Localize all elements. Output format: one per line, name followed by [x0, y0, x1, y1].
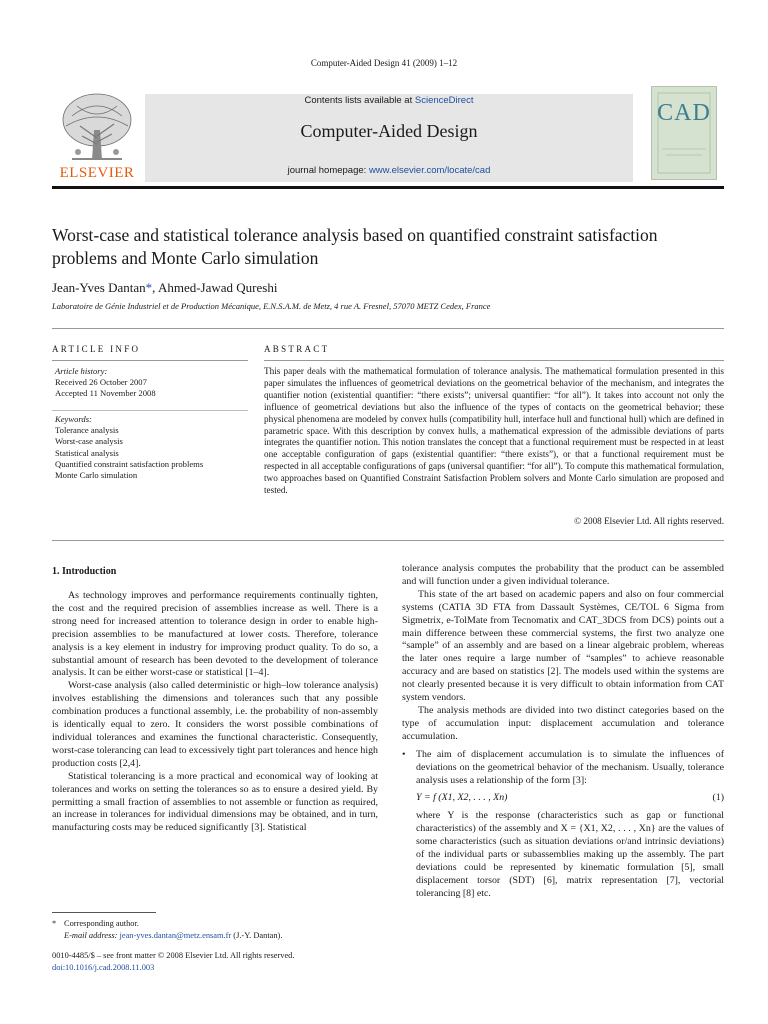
- abstract-heading: ABSTRACT: [264, 344, 330, 354]
- body-paragraph: As technology improves and performance requirements continually tighten, the cost and the required precision of assemblies increase as well. There is a strong need for increased attention to tolerance design in order to enable high-precision assemblies to be manufactured at lower costs. Therefore, tolerance analysis is a key element in industry for improving product quality. To do so, a substantial amount of research has been devoted to the development of tolerance analysis. It can be either worst-case or statistical [1–4].: [52, 590, 378, 679]
- body-paragraph: Worst-case analysis (also called deterministic or high–low tolerance analysis) involves establishing the dimensions and tolerances such that any possible combination produces a functional assembly, i.e. the probability of non-assembly is identically equal to zero. It considers the worst possible combinations of individual tolerances and examines the functional characteristic. Consequently, worst-case tolerancing can lead to excessively tight part tolerances and hence high production costs [2,4].: [52, 680, 378, 769]
- contents-prefix: Contents lists available at: [304, 95, 415, 106]
- keywords-block: [55, 414, 203, 481]
- body-paragraph: This state of the art based on academic papers and also on four commercial systems (CATIA 3D FTA from Dassault Systèmes, CE/TOL 6 Sigma from Sigmetrix, e-TolMate from Tecnomatix and CAT_3DCS from DCS) points out a main difference between these commercial systems, the first two analyze one “sample” of an assembly and are based on a linear algebraic problem, whereas the later ones require a large number of “samples” to achieve reasonable accuracy and are based on statistics [2]. The models used within the systems are not clearly presented because it is very difficult to obtain information from CAT system vendors.: [402, 588, 724, 704]
- abstract-divider: [264, 360, 724, 361]
- received-date: Received 26 October 2007: [55, 377, 147, 387]
- accepted-date: Accepted 11 November 2008: [55, 388, 156, 398]
- keyword-item: Tolerance analysis: [55, 425, 119, 436]
- doi-link[interactable]: doi:10.1016/j.cad.2008.11.003: [52, 963, 155, 973]
- bullet-text: The aim of displacement accumulation is to simulate the influences of deviations on the geometrical behavior of the mechanism. Usually, tolerance analysis uses a relationship of the form [3]:: [416, 748, 724, 786]
- email-label: E-mail address:: [64, 931, 118, 941]
- issn-line: 0010-4485/$ – see front matter © 2008 Elsevier Ltd. All rights reserved.: [52, 951, 295, 960]
- copyright-notice: © 2008 Elsevier Ltd. All rights reserved.: [574, 516, 724, 526]
- email-line: [52, 930, 282, 942]
- keyword-item: Statistical analysis: [55, 447, 119, 458]
- body-paragraph: tolerance analysis computes the probability that the product can be assembled and will function under a given individual tolerance.: [402, 563, 724, 587]
- elsevier-wordmark: ELSEVIER: [59, 165, 135, 181]
- history-label: Article history:: [55, 366, 108, 376]
- abstract-text: This paper deals with the mathematical formulation of tolerance analysis. The mathematical formulation presented in this paper simulates the influences of geometrical deviations on the geometrical behavior of the mechanism, and integrates the quantifier notion (existential quantifier: “there exists”; universal quantifier: “for all”). It takes into account not only the influence of geometrical deviations but also the influence of the types of contacts on the geometrical behavior; these physical phenomena are modeled by convex hulls (compatibility hull, interface hull and functional hull) which are defined in parametric space. With this description by convex hulls, a mathematical expression of the admissible deviations of parts integrates the quantifier notion. This notion translates the concept that a functional requirement must be respected in at least one acceptable configuration of gaps (existential quantifier: “there exists”), or that a functional requirement must be respected in all acceptable configurations of gaps (universal quantifier: “for all”). To compute this mathematical formulation, two approaches based on Quantified Constraint Satisfaction Problem solvers and Monte Carlo simulation are proposed and tested.: [264, 366, 724, 496]
- email-link[interactable]: jean-yves.dantan@metz.ensam.fr: [119, 931, 232, 941]
- publication-info: [52, 950, 294, 975]
- equation: Y = f (X1, X2, . . . , Xn): [416, 792, 508, 804]
- author-separator: ,: [152, 280, 158, 295]
- journal-reference: Computer-Aided Design 41 (2009) 1–12: [310, 58, 458, 68]
- paper-title: Worst-case and statistical tolerance analysis based on quantified constraint satisfaction problems and Monte Carlo simulation: [52, 225, 658, 268]
- header-divider: [52, 186, 724, 189]
- bullet-text: where Y is the response (characteristics such as gap or functional characteristics) of the assembly and X = {X1, X2, . . . , Xn} are the values of some characteristics (such as situation deviations or/and intrinsic deviations) of the individual parts or subassemblies making up the assembly. The part deviations could be represented by kinematic formulation [5], small displacement torsor (SDT) [6], matrix representation [7], vectorial tolerancing [8] etc.: [416, 810, 724, 899]
- keyword-item: Worst-case analysis: [55, 436, 123, 447]
- footnote: [52, 918, 282, 943]
- section-heading-introduction: 1. Introduction: [52, 566, 117, 577]
- affiliation: Laboratoire de Génie Industriel et de Production Mécanique, E.N.S.A.M. de Metz, 4 rue A. Fresnel, 57070 METZ Cedex, France: [52, 301, 491, 311]
- body-column-right: [402, 563, 724, 901]
- author-2: Ahmed-Jawad Qureshi: [157, 280, 278, 295]
- bullet-item: [402, 749, 724, 901]
- cover-title: CAD: [657, 100, 711, 126]
- journal-homepage: [145, 165, 633, 176]
- body-paragraph: Statistical tolerancing is a more practical and economical way of looking at tolerances and works on setting the tolerances so as to ensure a desired yield. By permitting a small fraction of assemblies to not assemble or function as required, an increase in tolerances for individual dimensions may be obtained, and in turn, manufacturing costs may be reduced significantly [3]. Statistical: [52, 770, 378, 834]
- corresponding-author-note: [52, 918, 282, 930]
- keywords-divider: [52, 410, 248, 411]
- keyword-item: Quantified constraint satisfaction problems: [55, 458, 204, 469]
- footnote-rule: [52, 912, 156, 913]
- keyword-item: Monte Carlo simulation: [55, 470, 138, 481]
- body-paragraph: The analysis methods are divided into two distinct categories based on the type of accumulation input: displacement accumulation and tolerance accumulation.: [402, 704, 724, 742]
- homepage-prefix: journal homepage:: [287, 165, 369, 176]
- equation-number: (1): [712, 792, 724, 804]
- footnote-mark: *: [52, 919, 57, 928]
- article-info-heading: ARTICLE INFO: [52, 344, 141, 354]
- journal-name: Computer-Aided Design: [300, 121, 478, 141]
- email-suffix: (J.-Y. Dantan).: [233, 931, 283, 941]
- homepage-link[interactable]: www.elsevier.com/locate/cad: [368, 165, 491, 176]
- bullet-mark: •: [402, 748, 406, 760]
- title-divider: [52, 328, 724, 329]
- equation-row: [416, 792, 724, 805]
- sciencedirect-link[interactable]: ScienceDirect: [414, 95, 474, 106]
- body-column-left: [52, 590, 378, 835]
- article-history: [55, 366, 156, 399]
- article-info-divider: [52, 360, 248, 361]
- corresponding-author-mark[interactable]: *: [145, 280, 153, 295]
- contents-availability: [145, 95, 633, 106]
- author-list: [52, 280, 277, 296]
- abstract-bottom-divider: [52, 540, 724, 541]
- keywords-label: Keywords:: [55, 414, 92, 424]
- footnote-text: Corresponding author.: [64, 919, 139, 928]
- author-1: Jean-Yves Dantan: [52, 280, 146, 295]
